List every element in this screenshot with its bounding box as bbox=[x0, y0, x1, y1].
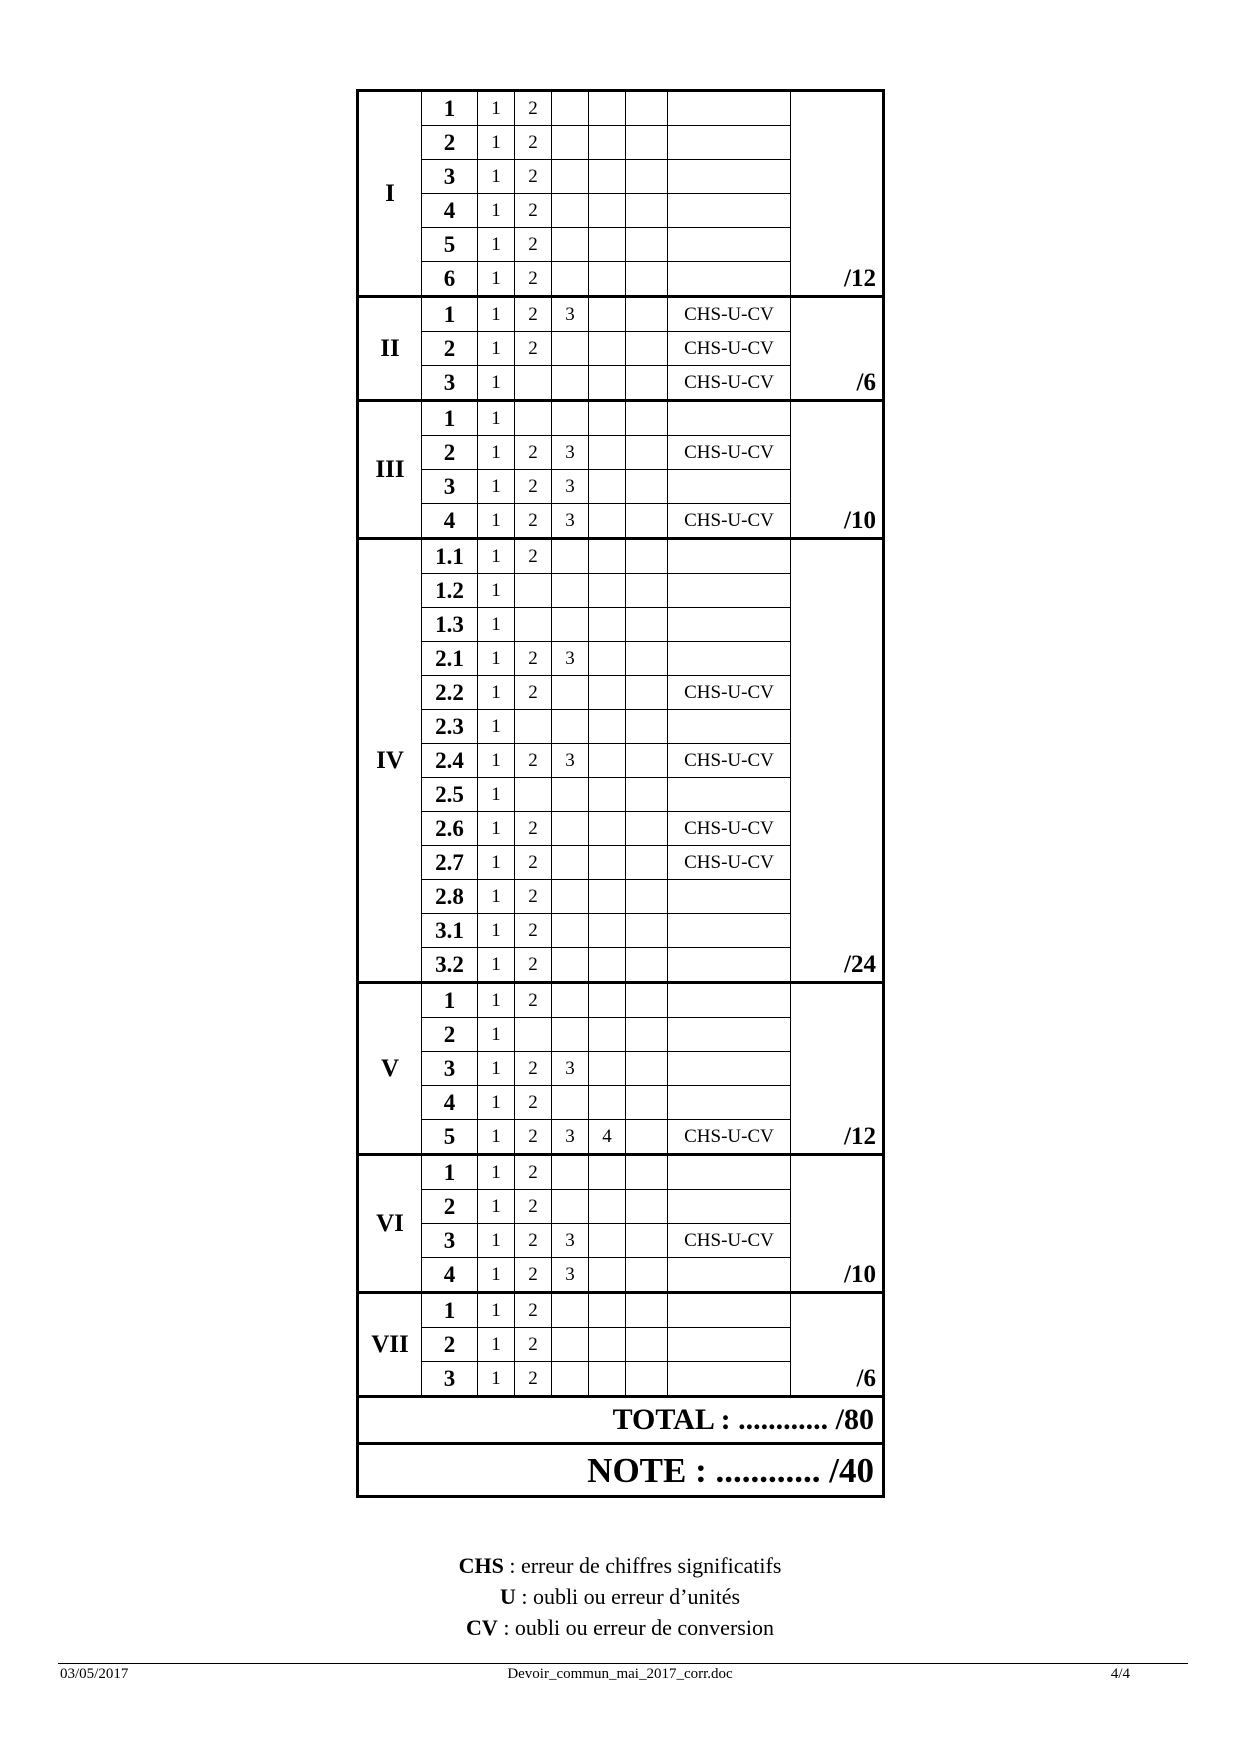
table-row bbox=[358, 401, 884, 436]
point-cell: 2 bbox=[515, 1328, 552, 1362]
point-cell bbox=[589, 1155, 626, 1190]
point-cell: 2 bbox=[515, 914, 552, 948]
point-cell: 2 bbox=[515, 948, 552, 983]
question-number: 2 bbox=[422, 1190, 478, 1224]
table-row bbox=[358, 1293, 884, 1328]
section-points: /12 bbox=[791, 91, 884, 297]
legend bbox=[0, 1550, 1240, 1643]
point-cell bbox=[589, 470, 626, 504]
point-cell: 3 bbox=[552, 1258, 589, 1293]
question-number: 1 bbox=[422, 297, 478, 332]
point-cell: 2 bbox=[515, 1362, 552, 1397]
section-points: /24 bbox=[791, 539, 884, 983]
point-cell: 1 bbox=[478, 228, 515, 262]
point-cell bbox=[589, 1052, 626, 1086]
question-number: 4 bbox=[422, 1086, 478, 1120]
point-cell: 1 bbox=[478, 160, 515, 194]
point-cell bbox=[589, 1190, 626, 1224]
point-cell: 2 bbox=[515, 332, 552, 366]
error-code-cell: CHS-U-CV bbox=[668, 1224, 791, 1258]
footer-date: 03/05/2017 bbox=[60, 1666, 129, 1682]
section-label: II bbox=[358, 297, 422, 401]
point-cell: 2 bbox=[515, 297, 552, 332]
question-number: 2.1 bbox=[422, 642, 478, 676]
point-cell bbox=[626, 1086, 668, 1120]
point-cell bbox=[552, 676, 589, 710]
point-cell: 1 bbox=[478, 504, 515, 539]
point-cell: 1 bbox=[478, 1052, 515, 1086]
point-cell bbox=[626, 1328, 668, 1362]
error-code-cell bbox=[668, 1293, 791, 1328]
point-cell bbox=[589, 1293, 626, 1328]
point-cell bbox=[626, 574, 668, 608]
point-cell bbox=[626, 1018, 668, 1052]
point-cell: 2 bbox=[515, 262, 552, 297]
point-cell bbox=[626, 470, 668, 504]
point-cell: 1 bbox=[478, 91, 515, 126]
point-cell bbox=[589, 126, 626, 160]
point-cell: 1 bbox=[478, 574, 515, 608]
point-cell bbox=[626, 948, 668, 983]
table-row bbox=[358, 91, 884, 126]
error-code-cell bbox=[668, 401, 791, 436]
question-number: 2 bbox=[422, 436, 478, 470]
point-cell: 1 bbox=[478, 846, 515, 880]
point-cell bbox=[552, 1362, 589, 1397]
point-cell bbox=[626, 194, 668, 228]
point-cell bbox=[626, 126, 668, 160]
point-cell bbox=[589, 1086, 626, 1120]
error-code-cell bbox=[668, 880, 791, 914]
point-cell bbox=[552, 332, 589, 366]
point-cell bbox=[552, 401, 589, 436]
section-points: /10 bbox=[791, 1155, 884, 1293]
question-number: 3 bbox=[422, 1052, 478, 1086]
point-cell: 2 bbox=[515, 1224, 552, 1258]
legend-item: CHS : erreur de chiffres significatifs bbox=[458, 1553, 782, 1578]
point-cell: 1 bbox=[478, 1258, 515, 1293]
point-cell bbox=[589, 194, 626, 228]
point-cell bbox=[515, 1018, 552, 1052]
point-cell bbox=[626, 228, 668, 262]
question-number: 1 bbox=[422, 983, 478, 1018]
point-cell bbox=[589, 948, 626, 983]
point-cell bbox=[552, 608, 589, 642]
footer-page: 4/4 bbox=[1110, 1666, 1130, 1682]
legend-item: CV : oubli ou erreur de conversion bbox=[466, 1615, 774, 1640]
point-cell bbox=[589, 1224, 626, 1258]
error-code-cell bbox=[668, 710, 791, 744]
point-cell bbox=[589, 574, 626, 608]
point-cell bbox=[589, 778, 626, 812]
point-cell: 1 bbox=[478, 914, 515, 948]
point-cell bbox=[589, 608, 626, 642]
section-points: /6 bbox=[791, 1293, 884, 1397]
table-row bbox=[358, 983, 884, 1018]
point-cell: 2 bbox=[515, 846, 552, 880]
error-code-cell bbox=[668, 1190, 791, 1224]
point-cell bbox=[626, 1258, 668, 1293]
error-code-cell bbox=[668, 194, 791, 228]
question-number: 3 bbox=[422, 160, 478, 194]
point-cell: 1 bbox=[478, 262, 515, 297]
point-cell bbox=[515, 778, 552, 812]
point-cell: 1 bbox=[478, 880, 515, 914]
section-points: /10 bbox=[791, 401, 884, 539]
question-number: 1 bbox=[422, 401, 478, 436]
point-cell bbox=[552, 126, 589, 160]
point-cell bbox=[552, 262, 589, 297]
point-cell: 3 bbox=[552, 297, 589, 332]
question-number: 2.7 bbox=[422, 846, 478, 880]
point-cell bbox=[552, 1018, 589, 1052]
point-cell: 2 bbox=[515, 91, 552, 126]
point-cell: 1 bbox=[478, 608, 515, 642]
point-cell bbox=[589, 812, 626, 846]
point-cell: 1 bbox=[478, 1328, 515, 1362]
point-cell: 2 bbox=[515, 160, 552, 194]
point-cell: 1 bbox=[478, 1362, 515, 1397]
point-cell: 1 bbox=[478, 332, 515, 366]
question-number: 1.2 bbox=[422, 574, 478, 608]
point-cell: 1 bbox=[478, 676, 515, 710]
point-cell: 1 bbox=[478, 126, 515, 160]
point-cell bbox=[626, 262, 668, 297]
point-cell bbox=[515, 710, 552, 744]
point-cell bbox=[589, 744, 626, 778]
point-cell: 3 bbox=[552, 642, 589, 676]
point-cell bbox=[552, 914, 589, 948]
error-code-cell bbox=[668, 160, 791, 194]
point-cell: 1 bbox=[478, 436, 515, 470]
point-cell bbox=[626, 1155, 668, 1190]
point-cell: 1 bbox=[478, 642, 515, 676]
point-cell: 1 bbox=[478, 194, 515, 228]
error-code-cell: CHS-U-CV bbox=[668, 676, 791, 710]
point-cell bbox=[552, 1293, 589, 1328]
point-cell: 3 bbox=[552, 504, 589, 539]
section-label: V bbox=[358, 983, 422, 1155]
point-cell bbox=[626, 710, 668, 744]
point-cell bbox=[589, 676, 626, 710]
point-cell bbox=[589, 539, 626, 574]
point-cell: 2 bbox=[515, 436, 552, 470]
point-cell bbox=[626, 539, 668, 574]
point-cell bbox=[589, 262, 626, 297]
error-code-cell bbox=[668, 914, 791, 948]
point-cell bbox=[626, 91, 668, 126]
point-cell bbox=[552, 91, 589, 126]
error-code-cell bbox=[668, 470, 791, 504]
point-cell: 2 bbox=[515, 1086, 552, 1120]
section-label: VII bbox=[358, 1293, 422, 1397]
point-cell bbox=[552, 948, 589, 983]
point-cell bbox=[626, 1052, 668, 1086]
error-code-cell bbox=[668, 778, 791, 812]
total-score: TOTAL : ............ /80 bbox=[358, 1397, 884, 1444]
point-cell: 1 bbox=[478, 983, 515, 1018]
point-cell bbox=[626, 436, 668, 470]
point-cell: 2 bbox=[515, 744, 552, 778]
error-code-cell bbox=[668, 1258, 791, 1293]
point-cell bbox=[552, 983, 589, 1018]
point-cell bbox=[626, 1120, 668, 1155]
section-label: I bbox=[358, 91, 422, 297]
point-cell: 1 bbox=[478, 948, 515, 983]
question-number: 1.1 bbox=[422, 539, 478, 574]
point-cell bbox=[589, 228, 626, 262]
error-code-cell: CHS-U-CV bbox=[668, 744, 791, 778]
error-code-cell: CHS-U-CV bbox=[668, 332, 791, 366]
question-number: 3.2 bbox=[422, 948, 478, 983]
point-cell: 3 bbox=[552, 1052, 589, 1086]
point-cell bbox=[626, 1224, 668, 1258]
error-code-cell bbox=[668, 91, 791, 126]
error-code-cell bbox=[668, 1328, 791, 1362]
point-cell: 2 bbox=[515, 1293, 552, 1328]
question-number: 3 bbox=[422, 1224, 478, 1258]
error-code-cell bbox=[668, 1155, 791, 1190]
point-cell bbox=[589, 710, 626, 744]
section-label: IV bbox=[358, 539, 422, 983]
point-cell bbox=[589, 297, 626, 332]
error-code-cell bbox=[668, 983, 791, 1018]
point-cell bbox=[552, 1155, 589, 1190]
question-number: 6 bbox=[422, 262, 478, 297]
point-cell bbox=[589, 880, 626, 914]
footer-filename: Devoir_commun_mai_2017_corr.doc bbox=[507, 1666, 733, 1682]
point-cell: 3 bbox=[552, 744, 589, 778]
question-number: 5 bbox=[422, 228, 478, 262]
point-cell bbox=[626, 744, 668, 778]
point-cell bbox=[589, 91, 626, 126]
point-cell bbox=[589, 401, 626, 436]
question-number: 2 bbox=[422, 126, 478, 160]
point-cell bbox=[626, 676, 668, 710]
question-number: 2.2 bbox=[422, 676, 478, 710]
point-cell: 1 bbox=[478, 1018, 515, 1052]
point-cell bbox=[515, 366, 552, 401]
point-cell: 1 bbox=[478, 778, 515, 812]
question-number: 3.1 bbox=[422, 914, 478, 948]
section-label: VI bbox=[358, 1155, 422, 1293]
grading-table bbox=[356, 89, 885, 1498]
point-cell bbox=[552, 574, 589, 608]
point-cell bbox=[626, 880, 668, 914]
point-cell bbox=[589, 160, 626, 194]
point-cell: 1 bbox=[478, 297, 515, 332]
point-cell bbox=[626, 608, 668, 642]
point-cell bbox=[626, 297, 668, 332]
point-cell bbox=[626, 366, 668, 401]
question-number: 2 bbox=[422, 332, 478, 366]
point-cell bbox=[626, 846, 668, 880]
point-cell bbox=[589, 846, 626, 880]
point-cell bbox=[589, 436, 626, 470]
point-cell: 1 bbox=[478, 1224, 515, 1258]
point-cell bbox=[589, 642, 626, 676]
point-cell bbox=[626, 642, 668, 676]
point-cell bbox=[552, 778, 589, 812]
point-cell: 1 bbox=[478, 744, 515, 778]
point-cell: 1 bbox=[478, 539, 515, 574]
question-number: 1 bbox=[422, 1293, 478, 1328]
point-cell: 2 bbox=[515, 194, 552, 228]
point-cell bbox=[552, 366, 589, 401]
point-cell: 3 bbox=[552, 1120, 589, 1155]
point-cell: 2 bbox=[515, 1120, 552, 1155]
point-cell bbox=[589, 914, 626, 948]
point-cell: 1 bbox=[478, 401, 515, 436]
error-code-cell bbox=[668, 539, 791, 574]
point-cell bbox=[589, 1328, 626, 1362]
point-cell: 2 bbox=[515, 504, 552, 539]
point-cell: 2 bbox=[515, 1190, 552, 1224]
error-code-cell bbox=[668, 228, 791, 262]
question-number: 5 bbox=[422, 1120, 478, 1155]
error-code-cell bbox=[668, 948, 791, 983]
question-number: 2.4 bbox=[422, 744, 478, 778]
error-code-cell: CHS-U-CV bbox=[668, 812, 791, 846]
question-number: 1.3 bbox=[422, 608, 478, 642]
point-cell: 2 bbox=[515, 1258, 552, 1293]
point-cell: 3 bbox=[552, 436, 589, 470]
point-cell: 1 bbox=[478, 710, 515, 744]
point-cell bbox=[589, 366, 626, 401]
point-cell: 2 bbox=[515, 642, 552, 676]
error-code-cell: CHS-U-CV bbox=[668, 504, 791, 539]
point-cell bbox=[552, 710, 589, 744]
point-cell: 1 bbox=[478, 1120, 515, 1155]
point-cell bbox=[552, 1086, 589, 1120]
final-note: NOTE : ............ /40 bbox=[358, 1444, 884, 1497]
section-points: /12 bbox=[791, 983, 884, 1155]
point-cell: 2 bbox=[515, 539, 552, 574]
point-cell bbox=[552, 1328, 589, 1362]
point-cell bbox=[626, 160, 668, 194]
table-row bbox=[358, 539, 884, 574]
error-code-cell bbox=[668, 262, 791, 297]
point-cell bbox=[552, 160, 589, 194]
point-cell bbox=[552, 228, 589, 262]
error-code-cell bbox=[668, 608, 791, 642]
point-cell bbox=[552, 880, 589, 914]
error-code-cell bbox=[668, 574, 791, 608]
point-cell bbox=[626, 914, 668, 948]
point-cell bbox=[589, 1258, 626, 1293]
error-code-cell bbox=[668, 1018, 791, 1052]
point-cell bbox=[626, 401, 668, 436]
point-cell: 2 bbox=[515, 126, 552, 160]
table-row bbox=[358, 297, 884, 332]
point-cell bbox=[589, 1362, 626, 1397]
error-code-cell bbox=[668, 1052, 791, 1086]
point-cell bbox=[515, 401, 552, 436]
question-number: 2.8 bbox=[422, 880, 478, 914]
point-cell bbox=[552, 194, 589, 228]
point-cell bbox=[626, 504, 668, 539]
error-code-cell: CHS-U-CV bbox=[668, 846, 791, 880]
point-cell bbox=[552, 1190, 589, 1224]
error-code-cell bbox=[668, 1362, 791, 1397]
point-cell: 2 bbox=[515, 812, 552, 846]
point-cell bbox=[589, 983, 626, 1018]
point-cell bbox=[589, 1018, 626, 1052]
point-cell: 1 bbox=[478, 1190, 515, 1224]
question-number: 2.6 bbox=[422, 812, 478, 846]
point-cell: 3 bbox=[552, 470, 589, 504]
section-label: III bbox=[358, 401, 422, 539]
question-number: 4 bbox=[422, 504, 478, 539]
question-number: 2.3 bbox=[422, 710, 478, 744]
point-cell bbox=[626, 812, 668, 846]
question-number: 3 bbox=[422, 366, 478, 401]
point-cell: 1 bbox=[478, 366, 515, 401]
question-number: 1 bbox=[422, 91, 478, 126]
error-code-cell: CHS-U-CV bbox=[668, 436, 791, 470]
footer-divider bbox=[58, 1663, 1188, 1664]
question-number: 4 bbox=[422, 1258, 478, 1293]
point-cell bbox=[552, 846, 589, 880]
point-cell: 2 bbox=[515, 228, 552, 262]
point-cell: 4 bbox=[589, 1120, 626, 1155]
question-number: 2 bbox=[422, 1018, 478, 1052]
point-cell bbox=[589, 332, 626, 366]
error-code-cell bbox=[668, 642, 791, 676]
error-code-cell: CHS-U-CV bbox=[668, 366, 791, 401]
point-cell bbox=[626, 778, 668, 812]
point-cell: 1 bbox=[478, 1086, 515, 1120]
error-code-cell bbox=[668, 1086, 791, 1120]
question-number: 1 bbox=[422, 1155, 478, 1190]
point-cell bbox=[626, 1362, 668, 1397]
question-number: 2.5 bbox=[422, 778, 478, 812]
point-cell: 1 bbox=[478, 470, 515, 504]
point-cell bbox=[515, 608, 552, 642]
legend-item: U : oubli ou erreur d’unités bbox=[499, 1584, 741, 1609]
question-number: 3 bbox=[422, 470, 478, 504]
section-points: /6 bbox=[791, 297, 884, 401]
question-number: 3 bbox=[422, 1362, 478, 1397]
point-cell: 2 bbox=[515, 880, 552, 914]
point-cell bbox=[626, 1190, 668, 1224]
point-cell bbox=[552, 539, 589, 574]
point-cell bbox=[552, 812, 589, 846]
point-cell: 2 bbox=[515, 470, 552, 504]
point-cell: 2 bbox=[515, 1052, 552, 1086]
table-row bbox=[358, 1155, 884, 1190]
question-number: 2 bbox=[422, 1328, 478, 1362]
error-code-cell: CHS-U-CV bbox=[668, 297, 791, 332]
error-code-cell bbox=[668, 126, 791, 160]
point-cell: 1 bbox=[478, 812, 515, 846]
point-cell: 1 bbox=[478, 1155, 515, 1190]
question-number: 4 bbox=[422, 194, 478, 228]
point-cell: 1 bbox=[478, 1293, 515, 1328]
point-cell bbox=[515, 574, 552, 608]
point-cell: 2 bbox=[515, 1155, 552, 1190]
point-cell bbox=[589, 504, 626, 539]
point-cell bbox=[626, 983, 668, 1018]
point-cell bbox=[626, 1293, 668, 1328]
point-cell: 3 bbox=[552, 1224, 589, 1258]
point-cell: 2 bbox=[515, 676, 552, 710]
point-cell: 2 bbox=[515, 983, 552, 1018]
error-code-cell: CHS-U-CV bbox=[668, 1120, 791, 1155]
point-cell bbox=[626, 332, 668, 366]
